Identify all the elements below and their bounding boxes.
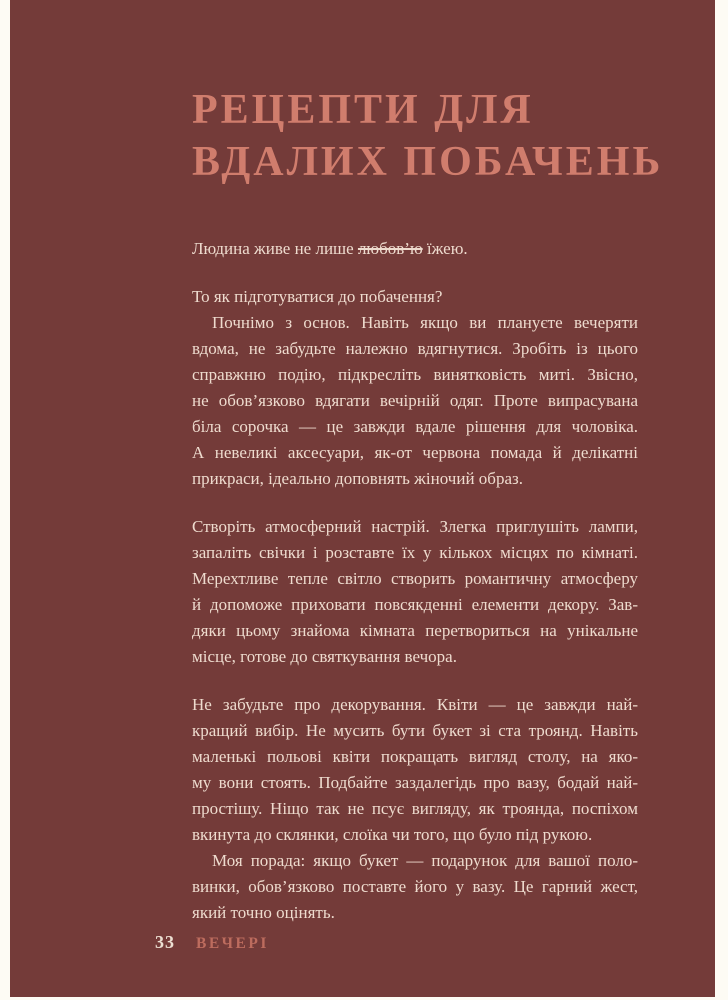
text-line: винки, обов’язково поставте його у вазу. Це гарний жест, — [192, 877, 638, 896]
text-line: дяки цьому знайома кімната перетвориться на унікальне — [192, 621, 638, 640]
text-line: Почнімо з основ. Навіть якщо ви плануєте вечеряти — [212, 313, 638, 332]
text-line: запаліть свічки і розставте їх у кількох місцях по кімнаті. — [192, 543, 638, 562]
text-line: справжню подію, підкресліть винятковість миті. Звісно, — [192, 365, 638, 384]
text-line: му вони стоять. Подбайте заздалегідь про вазу, бодай най- — [192, 773, 638, 792]
text-line: прикраси, ідеально доповнять жіночий образ. — [192, 469, 523, 488]
text-line: Не забудьте про декорування. Квіти — це завжди най- — [192, 695, 638, 714]
paragraph-block — [192, 236, 638, 262]
text-line: кращий вибір. Не мусить бути букет зі ста троянд. Навіть — [192, 721, 638, 740]
chapter-title-line-2: ВДАЛИХ ПОБАЧЕНЬ — [192, 139, 664, 185]
text-line: біла сорочка — це завжди вдале рішення для чоловіка. — [192, 417, 638, 436]
text-line: Створіть атмосферний настрій. Злегка приглушіть лампи, — [192, 517, 638, 536]
strikethrough-word: любов’ю — [357, 239, 423, 258]
text-line: місце, готове до святкування вечора. — [192, 647, 457, 666]
book-page — [10, 0, 715, 997]
text-line: не обов’язково вдягати вечірній одяг. Проте випрасувана — [192, 391, 638, 410]
chapter-title-line-1: РЕЦЕПТИ ДЛЯ — [192, 87, 534, 133]
paragraph-block — [192, 848, 638, 926]
chapter-title — [192, 84, 715, 188]
text-line: Моя порада: якщо букет — подарунок для вашої поло- — [212, 851, 638, 870]
body-text — [192, 236, 638, 926]
text-line: маленькі польові квіти покращать вигляд столу, на яко- — [192, 747, 638, 766]
text-line: Людина живе не лише любов’ю їжею. — [192, 239, 468, 258]
text-line: То як підготуватися до побачення? — [192, 287, 443, 306]
text-line: вдома, не забудьте належно вдягнутися. Зробіть із цього — [192, 339, 638, 358]
text-line: простішу. Ніщо так не псує вигляду, як троянда, поспіхом — [192, 799, 638, 818]
text-line: вкинута до склянки, слоїка чи того, що було під рукою. — [192, 825, 593, 844]
text-line: й допоможе приховати повсякденні елементи декору. Зав- — [192, 595, 638, 614]
paragraph-block — [192, 284, 638, 310]
page-number: 33 — [155, 932, 175, 952]
paragraph-block — [192, 310, 638, 492]
section-label: ВЕЧЕРІ — [196, 935, 269, 952]
text-line: А невеликі аксесуари, як-от червона помада й делікатні — [192, 443, 638, 462]
text-line: який точно оцінять. — [192, 903, 335, 922]
paragraph-block — [192, 514, 638, 670]
page-footer — [155, 932, 269, 953]
text-line: Мерехтливе тепле світло створить романтичну атмосферу — [192, 569, 638, 588]
paragraph-block — [192, 692, 638, 848]
